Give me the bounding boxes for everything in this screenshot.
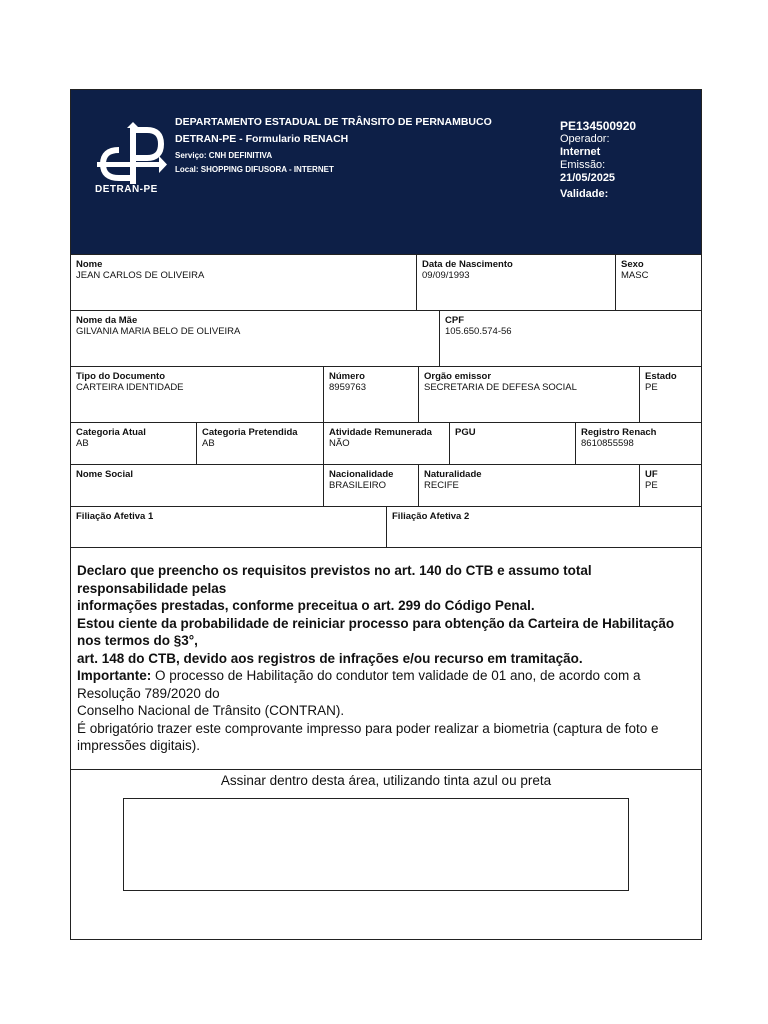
- cat-pret-value: AB: [202, 438, 215, 449]
- filiacao2-label: Filiação Afetiva 2: [392, 511, 470, 522]
- emissao-value: 21/05/2025: [560, 172, 616, 184]
- row-filiation: [71, 506, 701, 547]
- field-nome: [71, 255, 416, 310]
- orgao-label: Orgão emissor: [424, 371, 492, 382]
- filiacao1-label: Filiação Afetiva 1: [76, 511, 154, 522]
- importante-text: O processo de Habilitação do condutor tem validade de 01 ano, de acordo com a Resolução 789/2020 do: [77, 668, 641, 701]
- nome-social-label: Nome Social: [76, 469, 134, 480]
- field-naturalidade: [418, 465, 639, 506]
- field-filiacao-1: [71, 507, 386, 547]
- row-identity: [71, 254, 701, 310]
- atividade-value: NÃO: [329, 438, 350, 449]
- detran-logo-icon: [95, 122, 167, 192]
- field-pgu: [449, 423, 575, 464]
- sexo-value: MASC: [621, 270, 649, 281]
- field-nascimento: [416, 255, 615, 310]
- declaration-line-6: Conselho Nacional de Trânsito (CONTRAN).: [77, 703, 345, 718]
- field-tipo-documento: [71, 367, 323, 422]
- nacionalidade-label: Nacionalidade: [329, 469, 394, 480]
- declaration-line-3: Estou ciente da probabilidade de reiniciar processo para obtenção da Carteira de Habilitação nos termos do §3°,: [77, 615, 675, 648]
- emissao-label: Emissão:: [560, 159, 606, 171]
- cat-atual-value: AB: [76, 438, 89, 449]
- mae-value: GILVANIA MARIA BELO DE OLIVEIRA: [76, 326, 241, 337]
- signature-instruction: Assinar dentro desta área, utilizando tinta azul ou preta: [220, 773, 552, 788]
- declaration-line-1: Declaro que preencho os requisitos previstos no art. 140 do CTB e assumo total responsabilidade pelas: [77, 563, 592, 596]
- estado-value: PE: [645, 382, 658, 393]
- importante-label: Importante:: [77, 668, 152, 683]
- cpf-label: CPF: [445, 315, 464, 326]
- nacionalidade-value: BRASILEIRO: [329, 480, 387, 491]
- naturalidade-value: RECIFE: [424, 480, 459, 491]
- cpf-value: 105.650.574-56: [445, 326, 512, 337]
- renach-label: Registro Renach: [581, 427, 657, 438]
- atividade-label: Atividade Remunerada: [329, 427, 432, 438]
- uf-label: UF: [645, 469, 658, 480]
- declaration-importante: [77, 667, 695, 702]
- tipo-doc-label: Tipo do Documento: [76, 371, 166, 382]
- header-title: DEPARTAMENTO ESTADUAL DE TRÂNSITO DE PERNAMBUCO: [175, 116, 492, 128]
- header-subtitle: DETRAN-PE - Formulario RENACH: [175, 133, 349, 145]
- numero-value: 8959763: [329, 382, 366, 393]
- pgu-label: PGU: [455, 427, 476, 438]
- declaration-line-7: É obrigatório trazer este comprovante impresso para poder realizar a biometria (captura de foto e impressões digitais).: [77, 720, 659, 753]
- signature-box[interactable]: [123, 798, 629, 891]
- orgao-value: SECRETARIA DE DEFESA SOCIAL: [424, 382, 577, 393]
- field-estado: [639, 367, 701, 422]
- field-mae: [71, 311, 439, 366]
- row-document: [71, 366, 701, 422]
- field-cpf: [439, 311, 701, 366]
- field-renach: [575, 423, 701, 464]
- row-nationality: [71, 464, 701, 506]
- field-sexo: [615, 255, 701, 310]
- nome-value: JEAN CARLOS DE OLIVEIRA: [76, 270, 205, 281]
- field-nacionalidade: [323, 465, 418, 506]
- field-nome-social: [71, 465, 323, 506]
- validade-label: Validade:: [560, 188, 609, 200]
- declaration: [71, 547, 701, 769]
- declaration-line-2: informações prestadas, conforme preceitua o art. 299 do Código Penal.: [77, 598, 535, 613]
- header-info: [560, 120, 636, 201]
- operador-label: Operador:: [560, 133, 610, 145]
- sexo-label: Sexo: [621, 259, 644, 270]
- cat-pret-label: Categoria Pretendida: [202, 427, 298, 438]
- signature-section: [71, 769, 701, 939]
- row-category: [71, 422, 701, 464]
- naturalidade-label: Naturalidade: [424, 469, 482, 480]
- renach-form: [70, 89, 702, 940]
- field-numero: [323, 367, 418, 422]
- row-mother: [71, 310, 701, 366]
- uf-value: PE: [645, 480, 658, 491]
- nascimento-label: Data de Nascimento: [422, 259, 513, 270]
- field-atividade: [323, 423, 449, 464]
- cat-atual-label: Categoria Atual: [76, 427, 146, 438]
- header-local: Local: SHOPPING DIFUSORA - INTERNET: [175, 165, 334, 174]
- declaration-line-4: art. 148 do CTB, devido aos registros de infrações e/ou recurso em tramitação.: [77, 650, 583, 666]
- field-orgao: [418, 367, 639, 422]
- estado-label: Estado: [645, 371, 677, 382]
- tipo-doc-value: CARTEIRA IDENTIDADE: [76, 382, 184, 393]
- field-filiacao-2: [386, 507, 701, 547]
- field-uf: [639, 465, 701, 506]
- logo-text: DETRAN-PE: [95, 184, 158, 195]
- nascimento-value: 09/09/1993: [422, 270, 470, 281]
- field-categoria-atual: [71, 423, 196, 464]
- operador-value: Internet: [560, 146, 601, 158]
- mae-label: Nome da Mãe: [76, 315, 138, 326]
- form-header: [71, 90, 701, 254]
- field-categoria-pretendida: [196, 423, 323, 464]
- renach-value: 8610855598: [581, 438, 634, 449]
- nome-label: Nome: [76, 259, 103, 270]
- header-service: Serviço: CNH DEFINITIVA: [175, 151, 273, 160]
- protocol-code: PE134500920: [560, 119, 637, 133]
- numero-label: Número: [329, 371, 365, 382]
